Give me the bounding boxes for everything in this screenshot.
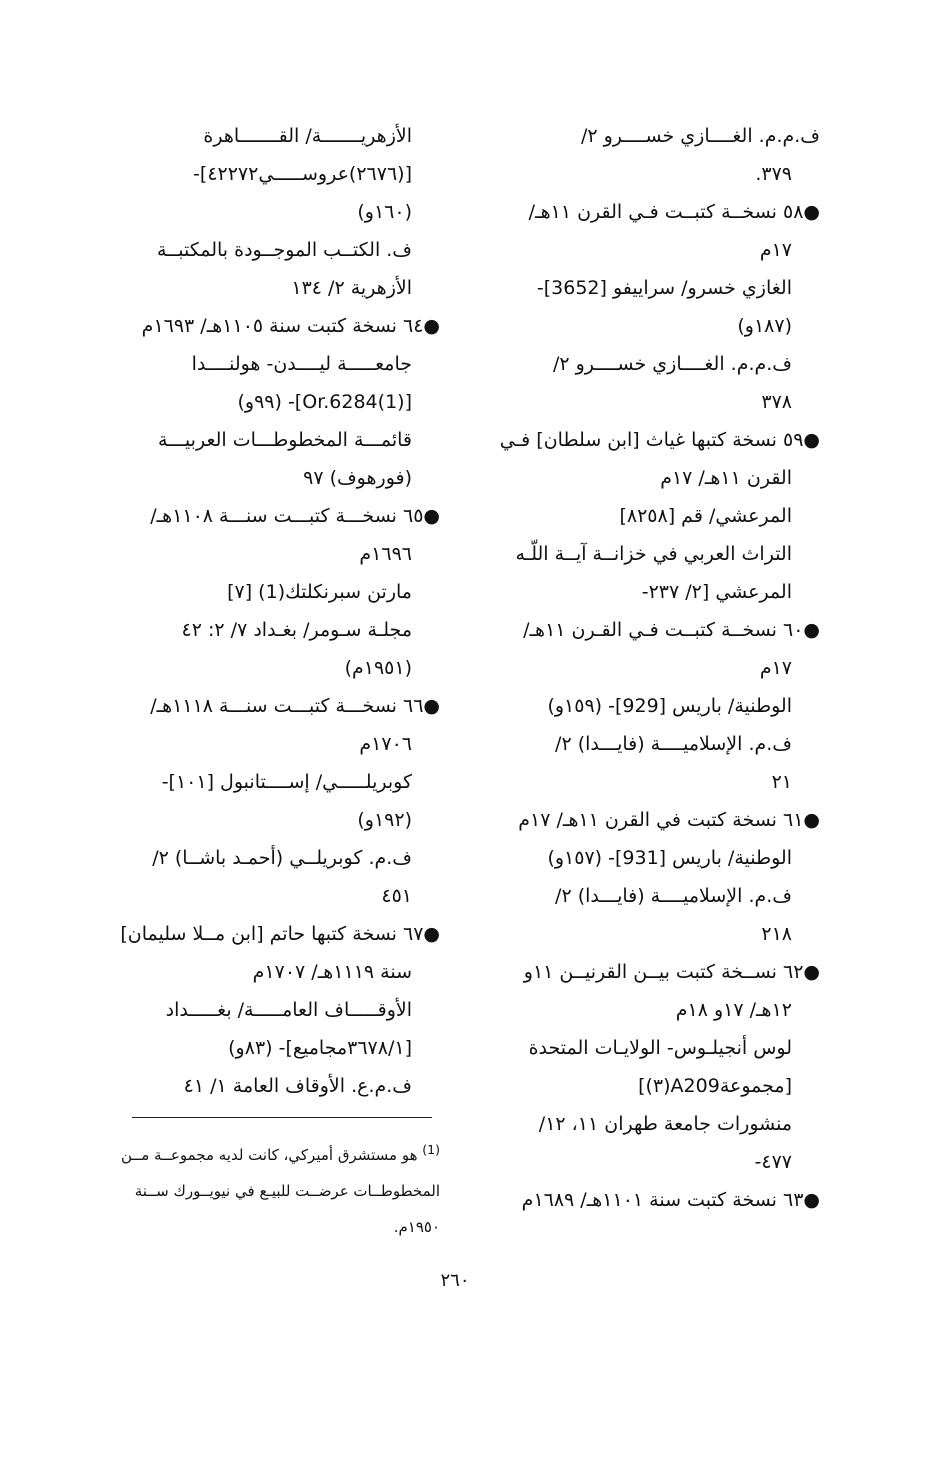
text-line: المرعشي [٢/ ٢٣٧- [641, 581, 792, 603]
text-line: ٣٧٩. [755, 163, 792, 185]
footnote-line: ١٩٥٠م. [393, 1218, 440, 1236]
text-line: ١٢هـ/ ١٧و ١٨م [675, 999, 792, 1021]
text-line: ف.م.ع. الأوقاف العامة ١/ ٤١ [183, 1075, 412, 1097]
entry-heading: ●٦٦ نسخـــة كتبـــت سنـــة ١١١٨هـ/ [150, 695, 440, 717]
right-entry-61 [480, 801, 820, 953]
entry-heading: ●٦١ نسخة كتبت في القرن ١١هـ/ ١٧م [518, 809, 820, 831]
right-entry-59 [480, 421, 820, 611]
entry-heading: ●٥٨ نسخــة كتبــت فـي القرن ١١هـ/ [528, 201, 820, 223]
entry-heading: ●٦٢ نســخة كتبت بيــن القرنيــن ١١و [523, 961, 820, 983]
text-line: (١٩٥١م) [344, 657, 412, 679]
entry-heading: ●٦٠ نسخــة كتبــت فـي القـرن ١١هـ/ [523, 619, 820, 641]
text-line: (١٦٠و) [357, 201, 412, 223]
page-number: ٢٦٠ [440, 1270, 470, 1291]
left-entry-0 [100, 117, 440, 307]
left-entry-64 [100, 307, 440, 497]
left-column [100, 117, 440, 1105]
text-line: الأوقـــــاف العامـــــة/ بغـــــداد [165, 999, 412, 1021]
entry-heading: ●٦٤ نسخة كتبت سنة ١١٠٥هـ/ ١٦٩٣م [141, 315, 440, 337]
text-line: الوطنية/ باريس [929]- (١٥٩و) [547, 695, 792, 717]
right-entry-62 [480, 953, 820, 1181]
text-line: ف. الكتــب الموجــودة بالمكتبــة [156, 239, 412, 261]
text-line: كوبريلـــــي/ إســــتانبول [١٠١]- [161, 771, 412, 793]
left-entry-65 [100, 497, 440, 687]
text-line: جامعـــــة ليــــدن- هولنــــدا [191, 353, 412, 375]
text-line: [مجموعةA209(٣)] [638, 1075, 792, 1097]
text-line: ف.م. الإسلاميــــة (فايـــدا) ٢/ [555, 885, 792, 907]
text-line: [(٢٦٧٦)عروســـــي٤٢٢٧٢]- [193, 163, 412, 185]
text-line: (١٩٢و) [357, 809, 412, 831]
right-entry-58 [480, 193, 820, 421]
text-line: ف.م.م. الغــــازي خســــرو ٢/ [580, 125, 820, 147]
right-entry-63 [480, 1181, 820, 1219]
footnote-line [100, 1132, 440, 1173]
text-line: ٣٧٨ [761, 391, 792, 413]
text-line: ٤٥١ [381, 885, 412, 907]
text-line: لوس أنجيلـوس- الولايـات المتحدة [528, 1037, 792, 1059]
text-line: (فورهوف) ٩٧ [303, 467, 412, 489]
footnote-divider [132, 1117, 432, 1118]
text-line: ٢١٨ [761, 923, 792, 945]
text-line: الأزهرية ٢/ ١٣٤ [291, 277, 412, 299]
right-entry-60 [480, 611, 820, 801]
text-line: ف.م. كوبريلــي (أحمـد باشــا) ٢/ [152, 847, 412, 869]
text-line: منشورات جامعة طهران ١١، ١٢/ [538, 1113, 792, 1135]
text-line: ١٧م [759, 657, 792, 679]
text-line: قائمـــة المخطوطـــات العربيـــة [158, 429, 412, 451]
text-line: ١٦٩٦م [359, 543, 412, 565]
left-entry-66 [100, 687, 440, 915]
entry-heading: ●٦٥ نسخـــة كتبـــت سنـــة ١١٠٨هـ/ [150, 505, 440, 527]
footnote [100, 1132, 440, 1245]
footnote-marker: (1) [422, 1142, 440, 1157]
text-line: ف.م. الإسلاميــــة (فايـــدا) ٢/ [555, 733, 792, 755]
text-line: القرن ١١هـ/ ١٧م [660, 467, 792, 489]
right-column [480, 117, 820, 1219]
entry-heading: ●٥٩ نسخة كتبها غياث [ابن سلطان] فـي [499, 429, 820, 451]
text-line: ٢١ [771, 771, 792, 793]
entry-heading: ●٦٧ نسخة كتبها حاتم [ابن مــلا سليمان] [120, 923, 440, 945]
footnote-text: هو مستشرق أميركي، كانت لديه مجموعــة مــن [121, 1146, 418, 1164]
footnote-line: المخطوطــات عرضــت للبيـع في نيويــورك ســنة [134, 1182, 440, 1200]
text-line: سنة ١١١٩هـ/ ١٧٠٧م [252, 961, 412, 983]
text-line: ١٧٠٦م [359, 733, 412, 755]
text-line: الوطنية/ باريس [931]- (١٥٧و) [547, 847, 792, 869]
text-line: [Or.6284(1)]- (٩٩و) [237, 391, 412, 413]
text-line: الغازي خسرو/ سراييفو [3652]- [536, 277, 792, 299]
text-line: المرعشي/ قم [٨٢٥٨] [619, 505, 792, 527]
text-line: الأزهريـــــــة/ القـــــــاهرة [203, 125, 412, 147]
text-line: (١٨٧و) [737, 315, 792, 337]
text-line: ١٧م [759, 239, 792, 261]
text-line: ف.م.م. الغــــازي خســــرو ٢/ [552, 353, 792, 375]
text-line: مارتن سبرنكلتك(1) [٧] [227, 581, 412, 603]
right-entry-0 [480, 117, 820, 193]
text-line: مجلـة سـومر/ بغـداد ٧/ ٢: ٤٢ [181, 619, 412, 641]
text-line: التراث العربي في خزانــة آيــة اللّـه [515, 543, 792, 565]
left-entry-67 [100, 915, 440, 1105]
text-line: [٣٦٧٨/١مجاميع]- (٨٣و) [228, 1037, 412, 1059]
text-line: ٤٧٧- [754, 1151, 792, 1173]
entry-heading: ●٦٣ نسخة كتبت سنة ١١٠١هـ/ ١٦٨٩م [521, 1189, 820, 1211]
